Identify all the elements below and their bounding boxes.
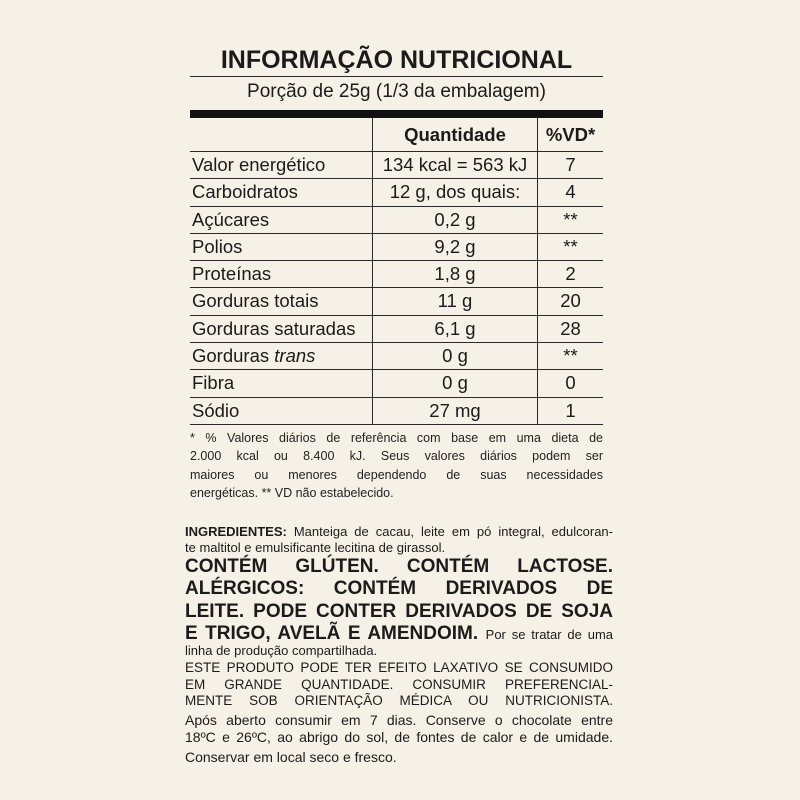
nutrient-name: Proteínas	[192, 263, 272, 285]
nutrient-quantity: 11 g	[372, 288, 537, 314]
nutrient-daily-value: **	[537, 207, 603, 233]
allergen-warning	[185, 556, 613, 646]
nutrient-quantity: 0,2 g	[372, 207, 537, 233]
warning-line: EM GRANDE QUANTIDADE. CONSUMIR PREFERENCIAL-	[185, 676, 613, 692]
header-daily-value: %VD*	[537, 118, 603, 151]
ingredients-list: Manteiga de cacau, leite em pó integral, edulcoran-	[293, 524, 613, 539]
nutrient-quantity: 12 g, dos quais:	[372, 179, 537, 205]
footnote-line: * % Valores diários de referência com base em uma dieta de	[190, 431, 603, 445]
nutrient-quantity: 9,2 g	[372, 234, 537, 260]
nutrient-daily-value: 20	[537, 288, 603, 314]
nutrition-facts-table	[190, 44, 603, 425]
allergen-line: LEITE. PODE CONTER DERIVADOS DE SOJA	[185, 600, 613, 622]
table-header-row	[190, 118, 603, 152]
nutrient-quantity: 0 g	[372, 343, 537, 369]
nutrient-daily-value: 2	[537, 261, 603, 287]
nutrient-daily-value: 4	[537, 179, 603, 205]
allergen-line: E TRIGO, AVELÃ E AMENDOIM.	[185, 622, 479, 644]
warning-line: ESTE PRODUTO PODE TER EFEITO LAXATIVO SE CONSUMIDO	[185, 660, 613, 675]
table-row	[190, 234, 603, 261]
nutrient-name: Gorduras totais	[192, 290, 319, 312]
nutrient-name: Polios	[192, 235, 243, 257]
nutrient-quantity: 1,8 g	[372, 261, 537, 287]
table-row	[190, 398, 603, 425]
ingredients-line: te maltitol e emulsificante lecitina de girassol.	[185, 540, 446, 555]
header-nutrient-cell	[190, 118, 372, 151]
ingredients-text	[185, 524, 613, 556]
nutrient-quantity: 134 kcal = 563 kJ	[372, 152, 537, 178]
nutrient-quantity: 6,1 g	[372, 316, 537, 342]
nutrient-daily-value: 28	[537, 316, 603, 342]
nutrient-name: Açúcares	[192, 208, 270, 230]
header-quantity: Quantidade	[372, 118, 537, 151]
nutrition-title: INFORMAÇÃO NUTRICIONAL	[190, 44, 603, 77]
nutrient-name: Fibra	[192, 372, 235, 394]
allergen-line: ALÉRGICOS: CONTÉM DERIVADOS DE	[185, 578, 613, 600]
nutrient-daily-value: **	[537, 343, 603, 369]
nutrient-daily-value: 1	[537, 398, 603, 424]
nutrient-daily-value: 7	[537, 152, 603, 178]
nutrient-name: Gorduras saturadas	[192, 317, 356, 339]
laxative-warning	[185, 660, 613, 710]
allergen-note: Por se tratar de uma	[485, 626, 614, 642]
table-row	[190, 370, 603, 397]
nutrient-name: Gorduras	[192, 345, 270, 367]
storage-line: 18ºC e 26ºC, ao abrigo do sol, de fontes de calor e de umidade.	[185, 728, 613, 745]
table-row	[190, 316, 603, 343]
storage-dry-note: Conservar em local seco e fresco.	[185, 749, 397, 765]
thick-divider	[190, 110, 603, 118]
table-row	[190, 179, 603, 206]
nutrient-name: Sódio	[192, 399, 240, 421]
table-row	[190, 207, 603, 234]
nutrient-name-cell	[190, 343, 372, 369]
nutrient-name-italic: trans	[274, 345, 316, 367]
nutrient-quantity: 27 mg	[372, 398, 537, 424]
portion-size: Porção de 25g (1/3 da embalagem)	[247, 81, 546, 102]
footnote-line: 2.000 kcal ou 8.400 kJ. Seus valores diários podem ser	[190, 449, 603, 464]
storage-instructions	[185, 712, 613, 745]
nutrient-quantity: 0 g	[372, 370, 537, 396]
storage-line: Após aberto consumir em 7 dias. Conserve o chocolate entre	[185, 712, 613, 728]
footnote-line: maiores ou menores dependendo de suas necessidades	[190, 467, 603, 482]
ingredients-label: INGREDIENTES:	[185, 524, 287, 539]
ingredients-line	[185, 524, 613, 540]
nutrient-daily-value: **	[537, 234, 603, 260]
footnote-line: energéticas. ** VD não estabelecido.	[190, 485, 394, 500]
allergen-note: linha de produção compartilhada.	[185, 643, 378, 658]
nutrient-daily-value: 0	[537, 370, 603, 396]
allergen-line: CONTÉM GLÚTEN. CONTÉM LACTOSE.	[185, 556, 613, 577]
table-row	[190, 288, 603, 315]
table-row	[190, 343, 603, 370]
table-row	[190, 261, 603, 288]
table-row	[190, 152, 603, 179]
nutrient-name: Valor energético	[192, 154, 326, 175]
nutrient-name: Carboidratos	[192, 181, 298, 203]
warning-line: MENTE SOB ORIENTAÇÃO MÉDICA OU NUTRICIONISTA.	[185, 693, 613, 708]
daily-value-footnote	[190, 429, 603, 502]
